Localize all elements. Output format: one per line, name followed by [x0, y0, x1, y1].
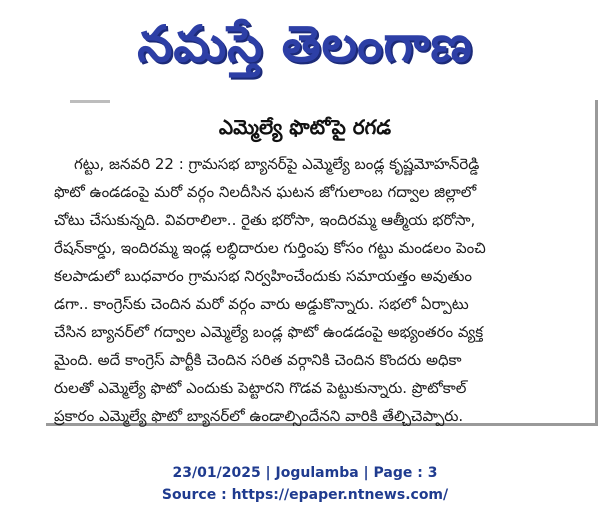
article-line: చేసిన బ్యానర్‌లో గద్వాల ఎమ్మెల్యే బండ్ల ఫొటో ఉండడంపై అభ్యంతరం వ్యక్త	[54, 323, 484, 341]
source-link[interactable]: Source : https://epaper.ntnews.com/	[161, 487, 449, 503]
article-line: డగా.. కాంగ్రెస్‌కు చెందిన మరో వర్గం వారు అడ్డుకొన్నారు. సభలో ఏర్పాటు	[54, 295, 469, 313]
masthead	[0, 0, 610, 92]
article-line: రులతో ఎమ్మెల్యే ఫొటో ఎందుకు పెట్టారని గొడవ పెట్టుకున్నారు. ప్రొటోకాల్	[54, 379, 467, 397]
article-line: రేషన్‌కార్డు, ఇందిరమ్మ ఇండ్ల లబ్ధిదారుల గుర్తింపు కోసం గట్టు మండలం పెంచి	[54, 239, 486, 257]
article-line: ఫొటో ఉండడంపై మరో వర్గం నిలదీసిన ఘటన జోగులాంబ గద్వాల జిల్లాలో	[54, 183, 477, 201]
article-body	[54, 150, 590, 430]
footer	[0, 462, 610, 506]
article-headline: ఎమ్మెల్యే ఫొటోపై రగడ	[218, 115, 392, 139]
article-line: కలపాడులో బుధవారం గ్రామసభ నిర్వహించేందుకు సమాయత్తం అవుతుం	[54, 267, 472, 285]
article-line: ప్రకారం ఎమ్మెల్యే ఫొటో బ్యానర్‌లో ఉండాల్సిందేనని వారికి తేల్చిచెప్పారు.	[54, 407, 464, 425]
article-line: చోటు చేసుకున్నది. వివరాలిలా.. రైతు భరోసా, ఇందిరమ్మ ఆత్మీయ భరోసా,	[54, 211, 476, 229]
article-line: మైంది. అదే కాంగ్రెస్ పార్టీకి చెందిన సరిత వర్గానికి చెందిన కొందరు అధికా	[54, 351, 462, 369]
article-line: గట్టు, జనవరి 22 : గ్రామసభ బ్యానర్‌పై ఎమ్మెల్యే బండ్ల కృష్ణమోహన్‌రెడ్డి	[74, 155, 480, 173]
edition-info: 23/01/2025 | Jogulamba | Page : 3	[172, 465, 438, 481]
newspaper-logo-title: నమస్తే తెలంగాణ	[137, 15, 473, 73]
